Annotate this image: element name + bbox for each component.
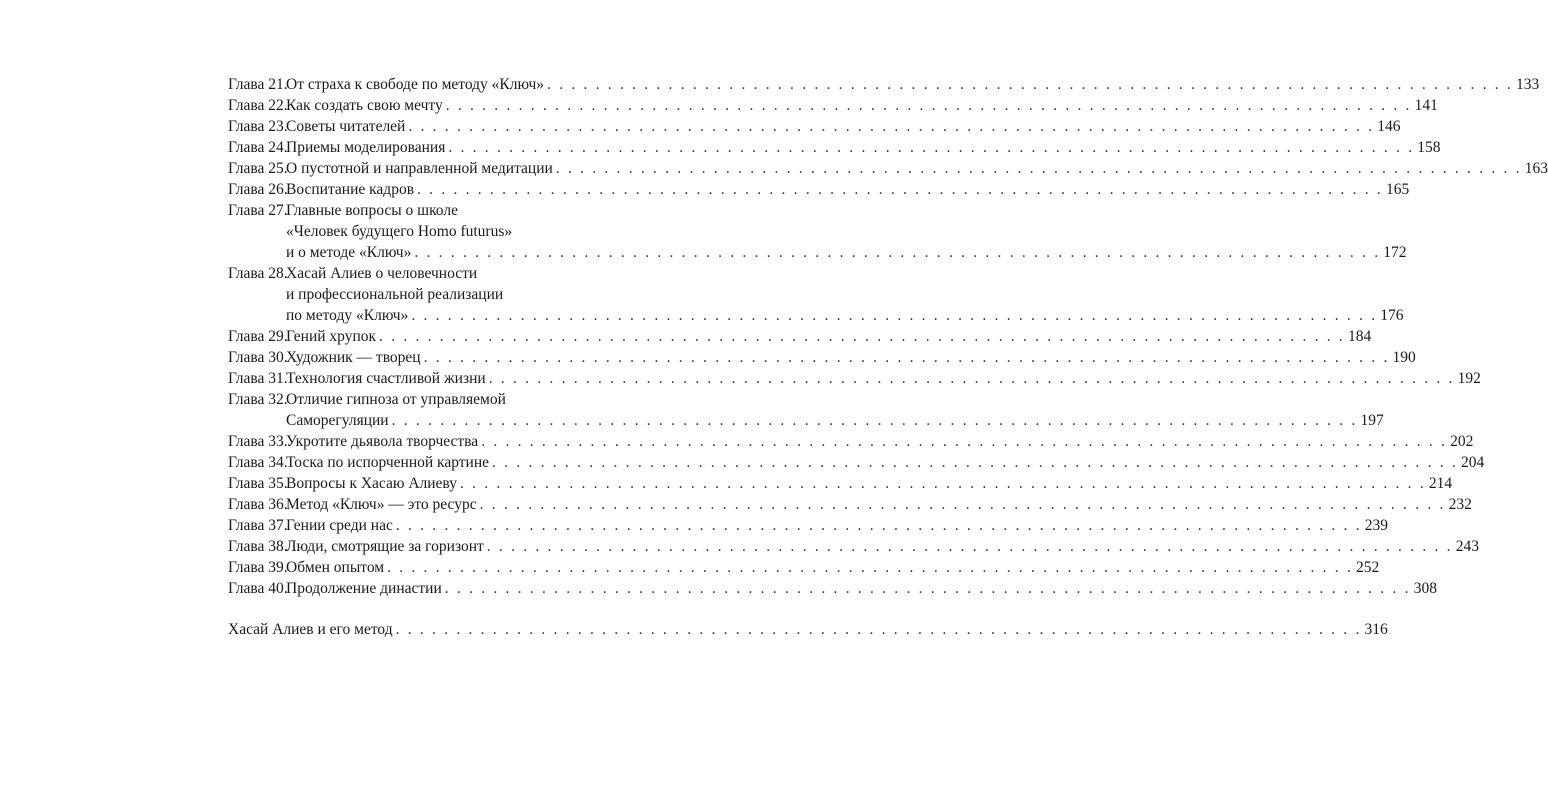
toc-entry-body [286,557,1380,578]
chapter-number: Глава 29. [228,328,288,345]
dot-leader: . . . . . . . . . . . . . . . . . . . . . . . . . . . . . . . . . . . . . . . . . . . . . . . . . . . . . . . . . . . . . . . . . . . . . . . . . . . . . . . . [423,349,1390,366]
toc-entry-body [286,473,1453,494]
chapter-title: и профессиональной реализации [286,286,504,303]
toc-line [286,452,1485,473]
page-number: 190 [1392,349,1416,366]
toc-entry [228,158,1548,179]
toc-line [286,578,1437,599]
page-number: 308 [1413,580,1437,597]
chapter-title: Советы читателей [286,118,406,135]
dot-leader: . . . . . . . . . . . . . . . . . . . . . . . . . . . . . . . . . . . . . . . . . . . . . . . . . . . . . . . . . . . . . . . . . . . . . . . . . . . . . . . . [555,160,1522,177]
toc-entry-body [286,137,1441,158]
toc-line [286,305,1404,326]
chapter-title: Художник — творец [286,349,421,366]
toc-entry [228,74,1540,95]
chapter-number: Глава 27. [228,202,288,219]
toc-entry [228,137,1441,158]
chapter-title: Укротите дьявола творчества [286,433,479,450]
page-number: 243 [1455,538,1479,555]
chapter-title: От страха к свободе по методу «Ключ» [286,76,545,93]
toc-line [286,536,1479,557]
page-number: 165 [1385,181,1410,198]
chapter-number: Глава 33. [228,433,288,450]
toc-line [286,263,600,284]
toc-entry-body [286,431,1474,452]
chapter-number: Глава 26. [228,181,288,198]
toc-line [286,473,1453,494]
page-number: 133 [1515,76,1540,93]
chapter-title: и о методе «Ключ» [286,244,412,261]
toc-entry [228,368,1481,389]
chapter-title: Тоска по испорченной картине [286,454,490,471]
chapter-number: Глава 21. [228,76,288,93]
chapter-title: Люди, смотрящие за горизонт [286,538,484,555]
toc-entry-body [286,263,1404,326]
toc-entry [228,116,1401,137]
toc-final-entry [228,619,1388,640]
dot-leader: . . . . . . . . . . . . . . . . . . . . . . . . . . . . . . . . . . . . . . . . . . . . . . . . . . . . . . . . . . . . . . . . . . . . . . . . . . . . . . . . [547,76,1513,93]
dot-leader: . . . . . . . . . . . . . . . . . . . . . . . . . . . . . . . . . . . . . . . . . . . . . . . . . . . . . . . . . . . . . . . . . . . . . . . . . . . . . . . . [448,139,1415,156]
chapter-title: Вопросы к Хасаю Алиеву [286,475,457,492]
page-number: 192 [1457,370,1481,387]
chapter-number: Глава 24. [228,139,288,156]
dot-leader: . . . . . . . . . . . . . . . . . . . . . . . . . . . . . . . . . . . . . . . . . . . . . . . . . . . . . . . . . . . . . . . . . . . . . . . . . . . . . . . . [479,496,1446,513]
page-number: 176 [1380,307,1404,324]
toc-line [286,179,1410,200]
page-number: 163 [1524,160,1548,177]
toc-entry-body [286,389,1384,431]
toc-entry-body [286,368,1481,389]
dot-leader: . . . . . . . . . . . . . . . . . . . . . . . . . . . . . . . . . . . . . . . . . . . . . . . . . . . . . . . . . . . . . . . . . . . . . . . . . . . . . . . . [395,621,1362,638]
toc-line [286,326,1372,347]
dot-leader: . . . . . . . . . . . . . . . . . . . . . . . . . . . . . . . . . . . . . . . . . . . . . . . . . . . . . . . . . . . . . . . . . . . . . . . . . . . . . . . . [408,118,1375,135]
dot-leader: . . . . . . . . . . . . . . . . . . . . . . . . . . . . . . . . . . . . . . . . . . . . . . . . . . . . . . . . . . . . . . . . . . . . . . . . . . . . . . . . [444,580,1411,597]
toc-entry [228,263,1404,326]
page-number: 158 [1417,139,1441,156]
page-number: 197 [1360,412,1384,429]
dot-leader: . . . . . . . . . . . . . . . . . . . . . . . . . . . . . . . . . . . . . . . . . . . . . . . . . . . . . . . . . . . . . . . . . . . . . . . . . . . . . . . . [417,181,1383,198]
toc-entry [228,536,1479,557]
toc-entry-body [286,74,1540,95]
page-number: 232 [1448,496,1472,513]
chapter-number: Глава 28. [228,265,288,282]
chapter-number: Глава 37. [228,517,288,534]
toc-line [286,158,1548,179]
dot-leader: . . . . . . . . . . . . . . . . . . . . . . . . . . . . . . . . . . . . . . . . . . . . . . . . . . . . . . . . . . . . . . . . . . . . . . . . . . . . . . . . [459,475,1426,492]
dot-leader: . . . . . . . . . . . . . . . . . . . . . . . . . . . . . . . . . . . . . . . . . . . . . . . . . . . . . . . . . . . . . . . . . . . . . . . . . . . . . . . . [488,370,1455,387]
chapter-number: Глава 32. [228,391,288,408]
page-number: 184 [1347,328,1372,345]
toc-line [286,95,1438,116]
chapter-number: Глава 39. [228,559,288,576]
chapter-title: Отличие гипноза от управляемой [286,391,506,408]
chapter-title: «Человек будущего Homo futurus» [286,223,513,240]
toc-entry [228,515,1389,536]
toc-entry [228,473,1453,494]
toc-line [286,431,1474,452]
page-number: 202 [1450,433,1474,450]
dot-leader: . . . . . . . . . . . . . . . . . . . . . . . . . . . . . . . . . . . . . . . . . . . . . . . . . . . . . . . . . . . . . . . . . . . . . . . . . . . . . . . . [486,538,1453,555]
toc-entry [228,326,1372,347]
toc-entry [228,557,1380,578]
dot-leader: . . . . . . . . . . . . . . . . . . . . . . . . . . . . . . . . . . . . . . . . . . . . . . . . . . . . . . . . . . . . . . . . . . . . . . . . . . . . . . . . [445,97,1412,114]
toc-line [286,368,1481,389]
chapter-number: Глава 35. [228,475,288,492]
page-number: 146 [1377,118,1401,135]
toc-line [286,242,1407,263]
toc-entry [228,179,1410,200]
chapter-number: Глава 31. [228,370,288,387]
chapter-number: Глава 38. [228,538,288,555]
dot-leader: . . . . . . . . . . . . . . . . . . . . . . . . . . . . . . . . . . . . . . . . . . . . . . . . . . . . . . . . . . . . . . . . . . . . . . . . . . . . . . . . [411,307,1378,324]
toc-entry-body [286,347,1416,368]
page-number: 239 [1364,517,1389,534]
toc-line [286,389,600,410]
toc-line [286,347,1416,368]
toc-line [286,410,1384,431]
chapter-title: Гении среди нас [286,517,393,534]
chapter-number: Глава 36. [228,496,288,513]
final-title: Хасай Алиев и его метод [228,621,393,638]
toc-entry [228,347,1416,368]
toc-entry-body [286,200,1407,263]
toc-entry-body [286,515,1389,536]
chapter-title: Главные вопросы о школе [286,202,458,219]
toc-entry [228,200,1407,263]
toc-line [286,557,1380,578]
chapter-number: Глава 40. [228,580,288,597]
page-number: 141 [1414,97,1438,114]
chapter-title: Воспитание кадров [286,181,415,198]
dot-leader: . . . . . . . . . . . . . . . . . . . . . . . . . . . . . . . . . . . . . . . . . . . . . . . . . . . . . . . . . . . . . . . . . . . . . . . . . . . . . . . . [481,433,1448,450]
toc-entry-body [286,536,1479,557]
chapter-title: Приемы моделирования [286,139,446,156]
toc-line [286,200,600,221]
chapter-number: Глава 34. [228,454,288,471]
page-number: 316 [1364,621,1388,638]
toc-line [286,494,1472,515]
chapter-title: О пустотной и направленной медитации [286,160,553,177]
toc-entry-body [286,95,1438,116]
toc-entry-body [286,452,1485,473]
dot-leader: . . . . . . . . . . . . . . . . . . . . . . . . . . . . . . . . . . . . . . . . . . . . . . . . . . . . . . . . . . . . . . . . . . . . . . . . . . . . . . . . [395,517,1362,534]
dot-leader: . . . . . . . . . . . . . . . . . . . . . . . . . . . . . . . . . . . . . . . . . . . . . . . . . . . . . . . . . . . . . . . . . . . . . . . . . . . . . . . . [379,328,1345,345]
chapter-number: Глава 30. [228,349,288,366]
toc-entry-body [286,494,1472,515]
toc-entry-body [286,158,1548,179]
chapter-number: Глава 23. [228,118,288,135]
page-number: 252 [1356,559,1380,576]
dot-leader: . . . . . . . . . . . . . . . . . . . . . . . . . . . . . . . . . . . . . . . . . . . . . . . . . . . . . . . . . . . . . . . . . . . . . . . . . . . . . . . . [414,244,1381,261]
chapter-title: Метод «Ключ» — это ресурс [286,496,477,513]
toc-line [286,116,1401,137]
dot-leader: . . . . . . . . . . . . . . . . . . . . . . . . . . . . . . . . . . . . . . . . . . . . . . . . . . . . . . . . . . . . . . . . . . . . . . . . . . . . . . . . [387,559,1354,576]
toc-entry [228,389,1384,431]
chapter-title: Гений хрупок [286,328,377,345]
dot-leader: . . . . . . . . . . . . . . . . . . . . . . . . . . . . . . . . . . . . . . . . . . . . . . . . . . . . . . . . . . . . . . . . . . . . . . . . . . . . . . . . [391,412,1358,429]
chapter-title: Саморегуляции [286,412,389,429]
toc-entry-body [286,578,1437,599]
chapter-title: Хасай Алиев о человечности [286,265,478,282]
toc-entry [228,95,1438,116]
chapter-title: по методу «Ключ» [286,307,409,324]
toc-entry [228,578,1437,599]
toc-line [286,137,1441,158]
table-of-contents [228,74,1548,640]
toc-entry-body [286,116,1401,137]
chapter-title: Технология счастливой жизни [286,370,486,387]
toc-entry-body [286,326,1372,347]
toc-entry [228,494,1472,515]
toc-entry [228,431,1474,452]
chapter-number: Глава 22. [228,97,288,114]
chapter-title: Продолжение династии [286,580,442,597]
toc-entry-body [286,179,1410,200]
chapter-title: Обмен опытом [286,559,385,576]
toc-line [286,515,1389,536]
chapter-number: Глава 25. [228,160,288,177]
chapter-title: Как создать свою мечту [286,97,443,114]
page-number: 214 [1428,475,1453,492]
toc-line [286,221,600,242]
toc-entry [228,452,1485,473]
toc-line [286,284,600,305]
page-number: 172 [1383,244,1407,261]
toc-line [286,74,1540,95]
dot-leader: . . . . . . . . . . . . . . . . . . . . . . . . . . . . . . . . . . . . . . . . . . . . . . . . . . . . . . . . . . . . . . . . . . . . . . . . . . . . . . . . [492,454,1458,471]
page-number: 204 [1460,454,1485,471]
